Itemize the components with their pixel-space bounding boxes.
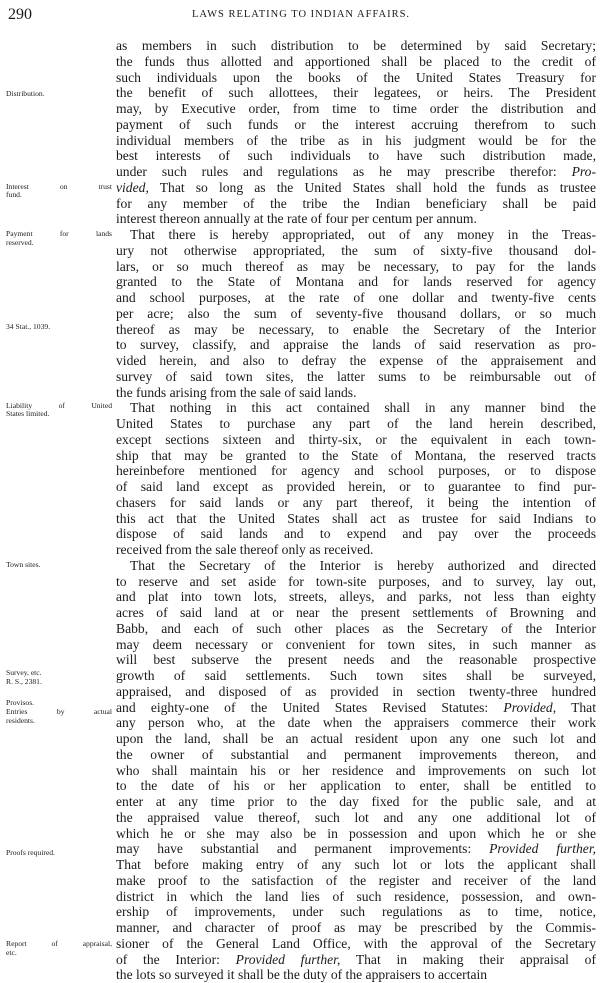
line-text: the benefit of such allottees, their legatees, or heirs. The President bbox=[116, 85, 596, 101]
line-text: thereof as may be necessary, to enable the Secretary of the Interior bbox=[116, 321, 596, 337]
line-text: which he or she may also be in possession and upon which he or she bbox=[116, 825, 596, 841]
line-text: enter at any time prior to the day fixed for the public sale, and at bbox=[116, 794, 596, 809]
body-line bbox=[116, 164, 596, 180]
line-text: manner, and character of proof as may be prescribed by the Commis- bbox=[116, 920, 596, 935]
body-line bbox=[116, 369, 596, 385]
line-text: That so long as the United States shall hold the funds as trustee bbox=[148, 179, 596, 195]
margin-note bbox=[6, 323, 112, 332]
margin-note bbox=[6, 402, 112, 419]
body-line bbox=[116, 416, 596, 432]
page-header bbox=[8, 6, 594, 28]
line-text: the lots so surveyed it shall be the duty of the appraisers to accertain bbox=[116, 967, 488, 983]
italic-text: Provided further, bbox=[235, 951, 341, 967]
line-text: may deem necessary or convenient for town sites, in such manner as bbox=[116, 636, 596, 652]
line-text: vided herein, and also to defray the expense of the appraisement and bbox=[116, 353, 596, 368]
italic-text: vided, bbox=[116, 179, 149, 195]
line-text: growth of said settlements. Such town sites shall be surveyed, bbox=[116, 668, 596, 683]
body-line bbox=[116, 117, 596, 133]
margin-note-line: residents. bbox=[6, 715, 35, 725]
line-text: That before making entry of any such lot or lots the applicant shall bbox=[116, 857, 596, 872]
line-text: the appraised value thereof, such lot and any one additional lot of bbox=[116, 809, 596, 825]
body-line bbox=[116, 542, 596, 558]
margin-note-line: 34 Stat., 1039. bbox=[6, 321, 51, 331]
body-line bbox=[116, 526, 596, 542]
margin-note bbox=[6, 699, 112, 725]
margin-note bbox=[6, 940, 112, 957]
line-text: That there is hereby appropriated, out of any money in the Treas- bbox=[130, 227, 596, 242]
italic-text: Provided, bbox=[503, 699, 557, 715]
body-line bbox=[116, 353, 596, 369]
body-line bbox=[116, 952, 596, 968]
body-line bbox=[116, 967, 596, 983]
body-line bbox=[116, 857, 596, 873]
margin-note bbox=[6, 230, 112, 247]
body-line bbox=[116, 38, 596, 54]
body-line bbox=[116, 794, 596, 810]
line-text: received from the sale thereof only as received. bbox=[116, 542, 374, 557]
line-text: and school purposes, at the rate of one dollar and twenty-five cents bbox=[116, 290, 596, 305]
line-text: will best subserve the present needs and the reasonable prospective bbox=[116, 652, 596, 668]
line-text: any person who, at the date when the appraisers commerce their work bbox=[116, 715, 596, 731]
body-line bbox=[116, 904, 596, 920]
line-text: the funds thus allotted and apportioned shall be placed to the credit of bbox=[116, 53, 596, 69]
body-line bbox=[116, 936, 596, 952]
body-line bbox=[116, 448, 596, 464]
body-line bbox=[116, 826, 596, 842]
line-text: to survey, classify, and appraise the lands of said reservation as pro- bbox=[116, 337, 596, 353]
body-line bbox=[116, 322, 596, 338]
line-text: That in making their appraisal of bbox=[340, 951, 596, 967]
line-text: except sections sixteen and thirty-six, or the equivalent in each town- bbox=[116, 431, 596, 447]
line-text: lars, or so much thereof as may be necessary, to pay for the lands bbox=[116, 258, 596, 274]
margin-note-line: Survey, etc. bbox=[6, 668, 42, 678]
line-text: of the Interior: bbox=[116, 951, 236, 967]
body-line bbox=[116, 227, 596, 243]
italic-text: Provided further, bbox=[489, 841, 596, 857]
body-line bbox=[116, 306, 596, 322]
line-text: to the date of his or her application to enter, shall be entitled to bbox=[116, 778, 596, 794]
body-line bbox=[116, 54, 596, 70]
line-text: That bbox=[556, 699, 596, 715]
body-line bbox=[116, 747, 596, 763]
margin-note-line: Entries by actual bbox=[6, 706, 112, 716]
body-line bbox=[116, 243, 596, 259]
line-text: such individuals upon the books of the United States Treasury for bbox=[116, 69, 596, 85]
margin-note bbox=[6, 849, 112, 858]
line-text: for any member of the tribe the Indian beneficiary shall be paid bbox=[116, 195, 596, 211]
body-line bbox=[116, 873, 596, 889]
line-text: best interests of such individuals to have such distribution made, bbox=[116, 148, 596, 164]
line-text: That nothing in this act contained shall in any manner bind the bbox=[130, 400, 596, 416]
line-text: make proof to the satisfaction of the register and receiver of the land bbox=[116, 872, 596, 888]
margin-note-line: States limited. bbox=[6, 409, 50, 419]
line-text: ury not otherwise appropriated, the sum of sixty-five thousand dol- bbox=[116, 242, 596, 258]
margin-note-line: fund. bbox=[6, 190, 22, 200]
body-line bbox=[116, 337, 596, 353]
italic-text: Pro- bbox=[571, 164, 596, 179]
line-text: and eighty-one of the United States Revised Statutes: bbox=[116, 699, 504, 715]
line-text: to reserve and set aside for town-site purposes, and to survey, lay out, bbox=[116, 573, 596, 589]
body-line bbox=[116, 385, 596, 401]
body-line bbox=[116, 196, 596, 212]
body-line bbox=[116, 133, 596, 149]
body-line bbox=[116, 920, 596, 936]
body-line bbox=[116, 479, 596, 495]
body-line bbox=[116, 700, 596, 716]
margin-note-line: Distribution. bbox=[6, 88, 45, 98]
body-line bbox=[116, 180, 596, 196]
margin-note bbox=[6, 90, 112, 99]
margin-note-line: Town sites. bbox=[6, 559, 41, 569]
line-text: Babb, and each of such other places as the Secretary of the Interior bbox=[116, 620, 596, 636]
body-line bbox=[116, 637, 596, 653]
body-line bbox=[116, 432, 596, 448]
body-line bbox=[116, 70, 596, 86]
body-line bbox=[116, 211, 596, 227]
margin-note-line: Provisos. bbox=[6, 698, 35, 708]
body-line bbox=[116, 148, 596, 164]
line-text: district in which the land lies of such residence, possession, and own- bbox=[116, 888, 596, 904]
body-line bbox=[116, 652, 596, 668]
body-line bbox=[116, 290, 596, 306]
line-text: hereinbefore mentioned for agency and school purposes, or to dispose bbox=[116, 463, 596, 479]
line-text: this act that the United States shall act as trustee for said Indians to bbox=[116, 510, 596, 526]
body-line bbox=[116, 511, 596, 527]
body-line bbox=[116, 101, 596, 117]
line-text: granted to the State of Montana and for lands reserved for agency bbox=[116, 274, 596, 290]
body-line bbox=[116, 558, 596, 574]
margin-note-line: Proofs required. bbox=[6, 847, 55, 857]
body-line bbox=[116, 715, 596, 731]
line-text: payment of such funds or the interest accruing therefrom to such bbox=[116, 116, 596, 132]
margin-note-line: etc. bbox=[6, 947, 17, 957]
body-line bbox=[116, 259, 596, 275]
body-line bbox=[116, 810, 596, 826]
line-text: interest thereon annually at the rate of four per centum per annum. bbox=[116, 211, 477, 227]
line-text: survey of said town sites, the latter sums to be reimbursable out of bbox=[116, 368, 596, 384]
line-text: individual members of the tribe as in his judgment would be for the bbox=[116, 132, 596, 148]
line-text: chasers for said lands or any part thereof, it being the intention of bbox=[116, 494, 596, 510]
line-text: sioner of the General Land Office, with the approval of the Secretary bbox=[116, 935, 596, 951]
body-line bbox=[116, 841, 596, 857]
margin-note-line: reserved. bbox=[6, 237, 34, 247]
line-text: per acre; also the sum of seventy-five thousand dollars, or so much bbox=[116, 305, 596, 321]
running-title: LAWS RELATING TO INDIAN AFFAIRS. bbox=[191, 9, 411, 20]
line-text: and plat into town lots, streets, alleys, and parks, not less than eighty bbox=[116, 589, 596, 605]
margin-note-line: R. S., 2381. bbox=[6, 677, 42, 687]
margin-note bbox=[6, 561, 112, 570]
page-number: 290 bbox=[8, 6, 32, 23]
body-line bbox=[116, 85, 596, 101]
margin-note bbox=[6, 669, 112, 686]
line-text: may have substantial and permanent improvements: bbox=[116, 841, 490, 857]
body-line bbox=[116, 463, 596, 479]
line-text: ship that may be granted to the State of Montana, the reserved tracts bbox=[116, 447, 596, 463]
margin-note-line: Interest on trust bbox=[6, 181, 112, 191]
margin-note bbox=[6, 183, 112, 200]
body-line bbox=[116, 274, 596, 290]
body-line bbox=[116, 605, 596, 621]
line-text: upon the land, shall be an actual resident upon any one such lot and bbox=[116, 731, 596, 746]
body-line bbox=[116, 763, 596, 779]
body-line bbox=[116, 731, 596, 747]
line-text: That the Secretary of the Interior is hereby authorized and directed bbox=[130, 557, 596, 573]
body-line bbox=[116, 574, 596, 590]
body-line bbox=[116, 668, 596, 684]
line-text: the funds arising from the sale of said lands. bbox=[116, 384, 357, 400]
line-text: dispose of said lands and to expend and pay over the proceeds bbox=[116, 526, 596, 542]
line-text: appraised, and disposed of as provided in section twenty-three hundred bbox=[116, 683, 596, 699]
line-text: may, by Executive order, from time to time order the distribution and bbox=[116, 101, 596, 116]
line-text: the owner of substantial and permanent improvements thereon, and bbox=[116, 746, 596, 762]
margin-note-line: Report of appraisal, bbox=[6, 939, 112, 949]
body-line bbox=[116, 621, 596, 637]
line-text: of said land except as provided herein, or to guarantee to find pur- bbox=[116, 479, 596, 494]
margin-note-line: Liability of United bbox=[6, 400, 112, 410]
margin-note-line: Payment for lands bbox=[6, 229, 112, 238]
line-text: under such rules and regulations as he may prescribe therefor: bbox=[116, 164, 572, 179]
line-text: ership of improvements, under such regulations as to time, notice, bbox=[116, 904, 596, 920]
line-text: United States to purchase any part of the land herein described, bbox=[116, 416, 596, 431]
body-line bbox=[116, 684, 596, 700]
body-line bbox=[116, 778, 596, 794]
body-text bbox=[116, 38, 596, 983]
line-text: acres of said land at or near the present settlements of Browning and bbox=[116, 605, 596, 620]
body-line bbox=[116, 889, 596, 905]
body-line bbox=[116, 495, 596, 511]
line-text: as members in such distribution to be determined by said Secretary; bbox=[116, 38, 596, 53]
body-line bbox=[116, 400, 596, 416]
body-line bbox=[116, 589, 596, 605]
line-text: who shall maintain his or her residence and improvements on such lot bbox=[116, 762, 596, 778]
